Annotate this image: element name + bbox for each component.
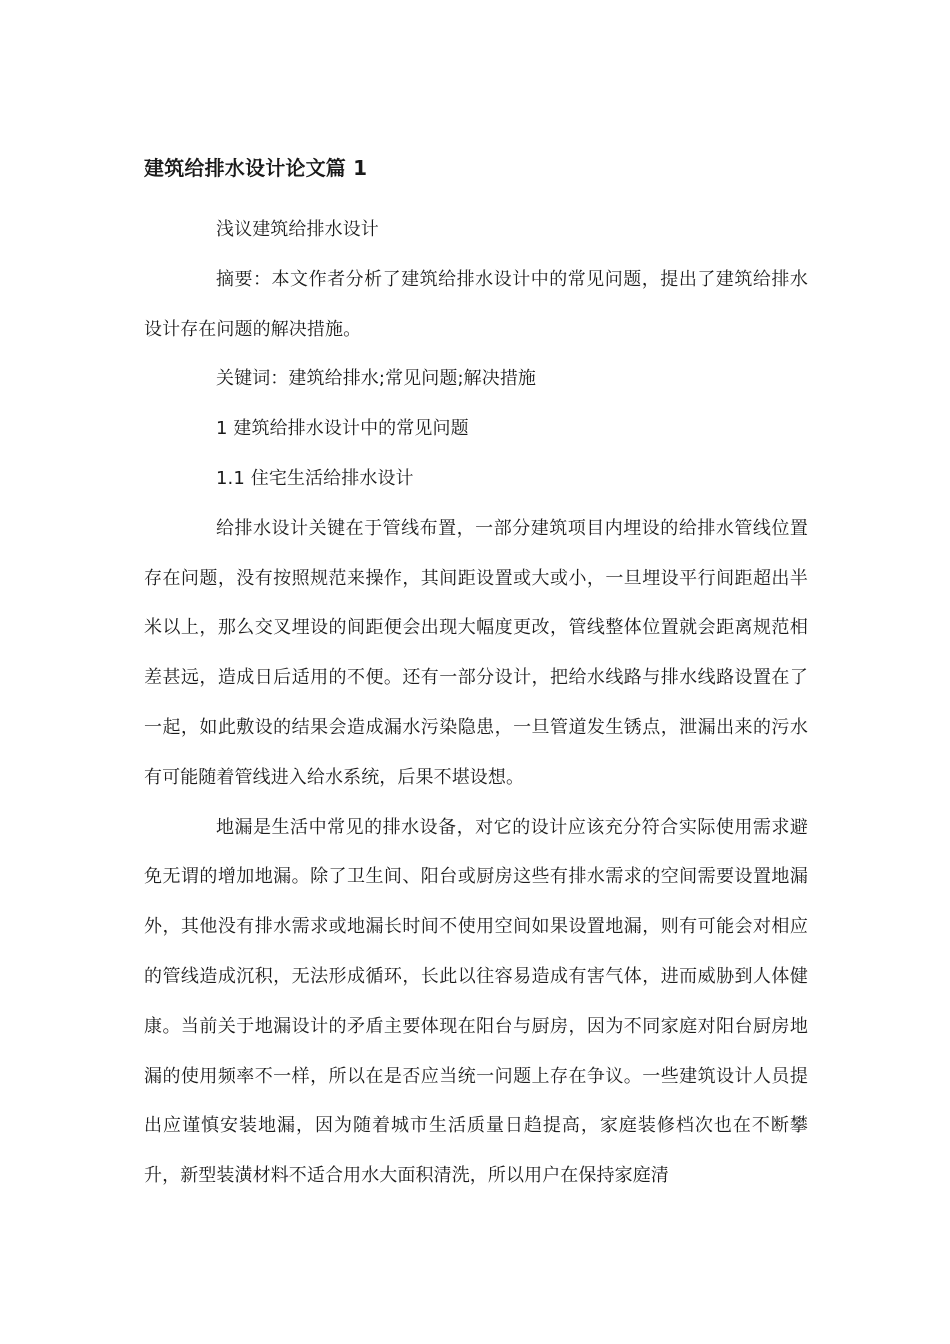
document-body bbox=[144, 205, 808, 1201]
paragraph-pipeline-layout: 给排水设计关键在于管线布置，一部分建筑项目内埋设的给排水管线位置存在问题，没有按照规范来操作，其间距设置或大或小，一旦埋设平行间距超出半米以上，那么交叉埋设的间距便会出现大幅度更改，管线整体位置就会距离规范相差甚远，造成日后适用的不便。还有一部分设计，把给水线路与排水线路设置在了一起，如此敷设的结果会造成漏水污染隐患，一旦管道发生锈点，泄漏出来的污水有可能随着管线进入给水系统，后果不堪设想。 bbox=[144, 517, 808, 788]
paragraph-subtitle: 浅议建筑给排水设计 bbox=[216, 219, 379, 240]
paragraph-abstract: 摘要：本文作者分析了建筑给排水设计中的常见问题，提出了建筑给排水设计存在问题的解决措施。 bbox=[144, 268, 808, 340]
section-heading-1: 1 建筑给排水设计中的常见问题 bbox=[216, 418, 469, 440]
paragraph-keywords: 关键词：建筑给排水;常见问题;解决措施 bbox=[216, 368, 537, 390]
paragraph-floor-drain: 地漏是生活中常见的排水设备，对它的设计应该充分符合实际使用需求避免无谓的增加地漏。除了卫生间、阳台或厨房这些有排水需求的空间需要设置地漏外，其他没有排水需求或地漏长时间不使用空间如果设置地漏，则有可能会对相应的管线造成沉积，无法形成循环，长此以往容易造成有害气体，进而威胁到人体健康。当前关于地漏设计的矛盾主要体现在阳台与厨房，因为不同家庭对阳台厨房地漏的使用频率不一样，所以在是否应当统一问题上存在争议。一些建筑设计人员提出应谨慎安装地漏，因为随着城市生活质量日趋提高，家庭装修档次也在不断攀升，新型装潢材料不适合用水大面积清洗，所以用户在保持家庭清 bbox=[144, 816, 808, 1187]
section-heading-1-1: 1.1 住宅生活给排水设计 bbox=[216, 467, 414, 489]
document-title: 建筑给排水设计论文篇 1 bbox=[144, 156, 368, 180]
